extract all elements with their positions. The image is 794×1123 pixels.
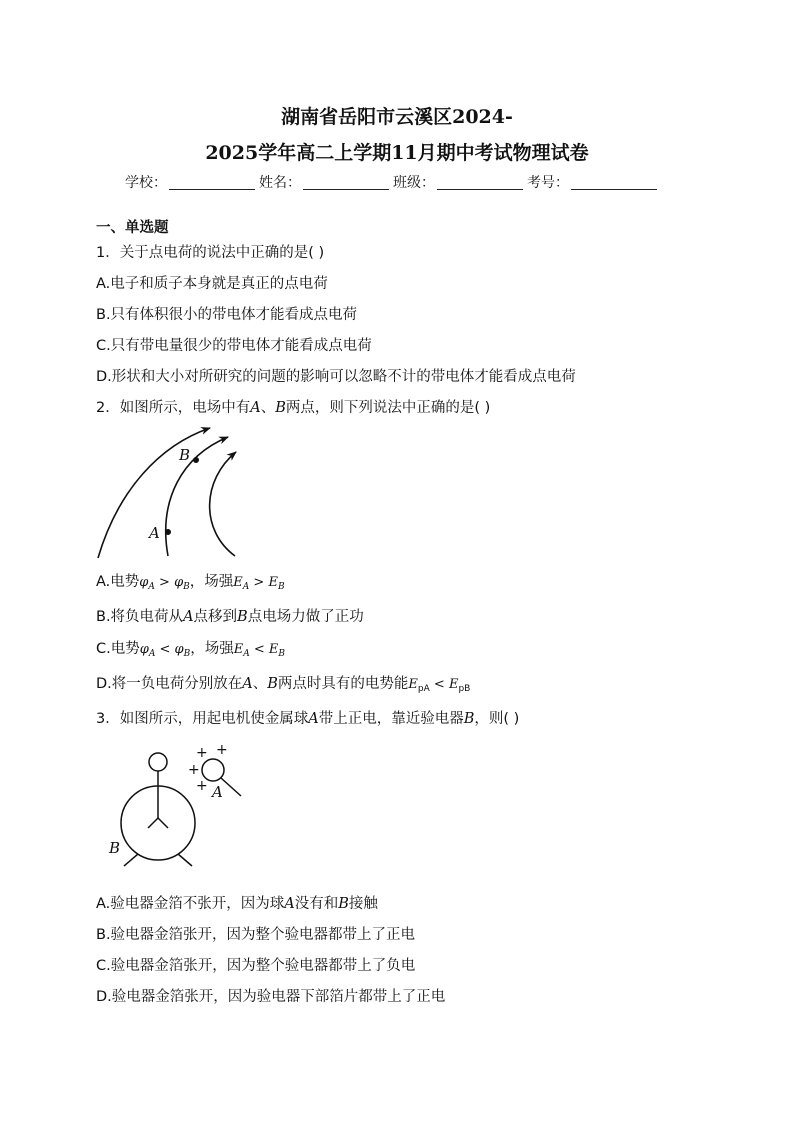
electroscope-figure [100,740,260,875]
q1-option-a: A.电子和质子本身就是真正的点电荷 [96,276,328,292]
q1-stem: 1．关于点电荷的说法中正确的是( ) [96,245,325,261]
section-heading: 一、单选题 [96,220,169,236]
plus-sign-1: + [196,745,208,761]
electric-field-lines-figure [90,420,250,565]
name-label: 姓名： [259,175,301,191]
name-blank [303,175,389,190]
electroscope-knob [149,753,167,771]
q2-option-b: B.将负电荷从A点移到B点电场力做了正功 [96,609,364,625]
plus-sign-3: + [188,762,200,778]
ball-handle [221,778,241,796]
school-blank [169,175,255,190]
point-b-label: B [179,446,191,464]
q1-option-b: B.只有体积很小的带电体才能看成点电荷 [96,307,358,323]
q2-option-a: A.电势$\varphi_A > \varphi_B$，场强$E_A > E_B$ [96,574,285,592]
leg-left [124,854,138,866]
class-label: 班级： [393,175,435,191]
leaf-left [148,818,158,828]
q3-option-b: B.验电器金箔张开，因为整个验电器都带上了正电 [96,927,416,943]
q2-stem: 2．如图所示，电场中有A、B两点，则下列说法中正确的是( ) [96,400,491,416]
plus-sign-4: + [196,778,208,794]
ball-a-label: A [212,783,223,801]
exam-title-line1: 湖南省岳阳市云溪区2024- [281,106,513,128]
point-a-label: A [149,524,160,542]
electroscope-b-label: B [109,839,121,857]
exam-number-label: 考号： [527,175,569,191]
exam-number-blank [571,175,657,190]
q1-option-d: D.形状和大小对所研究的问题的影响可以忽略不计的带电体才能看成点电荷 [96,369,576,385]
q1-option-c: C.只有带电量很少的带电体才能看成点电荷 [96,338,372,354]
school-label: 学校： [125,175,167,191]
q3-option-c: C.验电器金箔张开，因为整个验电器都带上了负电 [96,958,416,974]
exam-title-line2: 2025学年高二上学期11月期中考试物理试卷 [205,142,589,164]
plus-sign-2: + [216,742,228,758]
q3-stem: 3．如图所示，用起电机使金属球A带上正电，靠近验电器B，则( ) [96,711,520,727]
leaf-right [158,818,168,828]
q3-option-d: D.验电器金箔张开，因为验电器下部箔片都带上了正电 [96,989,446,1005]
q2-option-c: C.电势$\varphi_A < \varphi_B$，场强$E_A < E_B$ [96,641,286,659]
student-info-row [125,172,661,192]
q2-option-d: D.将一负电荷分别放在A、B两点时具有的电势能$E_{pA} < E_{pB}$ [96,676,471,694]
field-line-right [210,452,236,556]
point-b-dot [193,457,199,463]
q3-option-a: A.验电器金箔不张开，因为球A没有和B接触 [96,896,378,912]
point-a-dot [165,529,171,535]
leg-right [178,854,192,866]
class-blank [437,175,523,190]
